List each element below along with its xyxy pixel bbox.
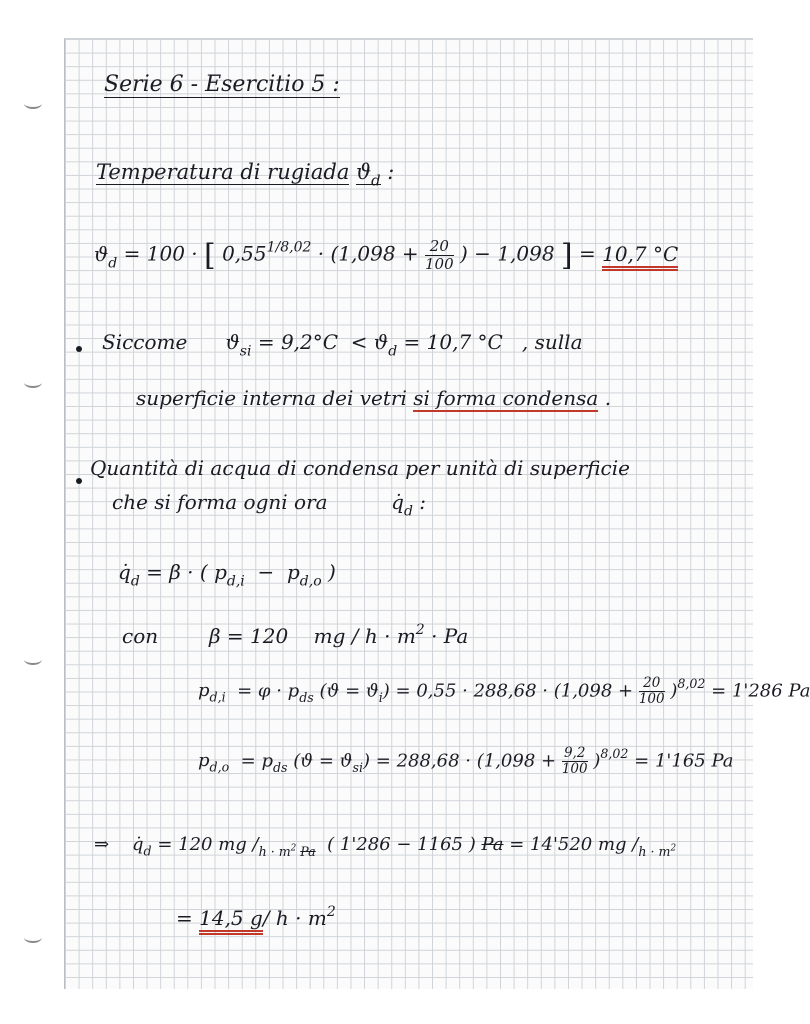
- internal-vapour-pressure-equation: $p_{d,i} = \varphi \cdot p_{ds}$ $(ϑ = ϑ_i) = 0,55 \cdot 288,68 \cdot (1,098$ + $\frac{20}{100}$ )$^{8,02}$ = 1'286 Pa: [198, 675, 810, 707]
- formula-lhs: $ϑ_d$: [94, 241, 118, 271]
- dew-point-formula: [94, 238, 678, 273]
- surface-vapour-pressure-equation: $p_{d,o} = p_{ds}$ $(ϑ = ϑ_{si}) = 288,68 \cdot (1,098$ + $\frac{9,2}{100}$ )$^{8,02}$ = 1'165 Pa: [198, 745, 734, 777]
- bullet-dot: [76, 346, 82, 352]
- bullet2-line1: Quantità di acqua di condensa per unità di superficie: [90, 456, 630, 480]
- bracket-close: ]: [560, 238, 573, 273]
- condensation-highlight: si forma condensa: [413, 386, 599, 410]
- formula-paren: · (1,098 +: [317, 241, 419, 266]
- bullet-dot: [76, 478, 82, 484]
- final-result: = 14,5 g/ $h \cdot m^2$: [176, 904, 336, 930]
- formula-exponent: 1/8,02: [266, 239, 312, 256]
- section-title: Temperatura di rugiada: [96, 160, 350, 184]
- formula-eq1: = 100 ·: [123, 241, 198, 266]
- binder-hole: [24, 654, 42, 665]
- binder-hole: [24, 377, 42, 388]
- section-title-row: [96, 160, 394, 190]
- final-result-value: 14,5 g: [199, 906, 263, 935]
- dew-point-symbol: $ϑ_d$: [356, 160, 381, 190]
- condensate-rate-equation: $q̇_d = \beta$ · ( $p_{d,i} - p_{d,o}$ ): [118, 560, 336, 590]
- bullet2-line2: che si forma ogni ora $q̇_d$ :: [112, 490, 427, 520]
- bullet1-line1: Siccome $ϑ_{si} = 9,2^\circ C < ϑ_d = 10,7$ °C , sulla: [102, 330, 583, 360]
- dew-point-result: 10,7 °C: [602, 242, 678, 271]
- condensate-rate-calculation: ⇒ $q̇_d = 120$ mg $/_{h \cdot m^2 Pa}$ ( 1'286 − 1165 ) Pa = 14'520 mg $/_{h \cdot m^2}$: [94, 834, 677, 859]
- bullet1-line2: superficie interna dei vetri si forma condensa .: [136, 386, 612, 410]
- formula-close: ) − 1,098: [460, 241, 555, 266]
- beta-definition: con β = 120 mg / $h \cdot m^2 \cdot Pa$: [122, 622, 469, 649]
- binder-hole: [24, 932, 42, 943]
- formula-eq2: =: [578, 241, 596, 266]
- binder-hole: [24, 98, 42, 109]
- section-colon: :: [387, 160, 395, 184]
- formula-fraction: $\frac{20}{100}$: [425, 237, 454, 273]
- bracket-open: [: [204, 238, 216, 273]
- formula-base: 0,55: [222, 241, 267, 266]
- page-heading: Serie 6 - Esercitio 5 :: [104, 72, 340, 97]
